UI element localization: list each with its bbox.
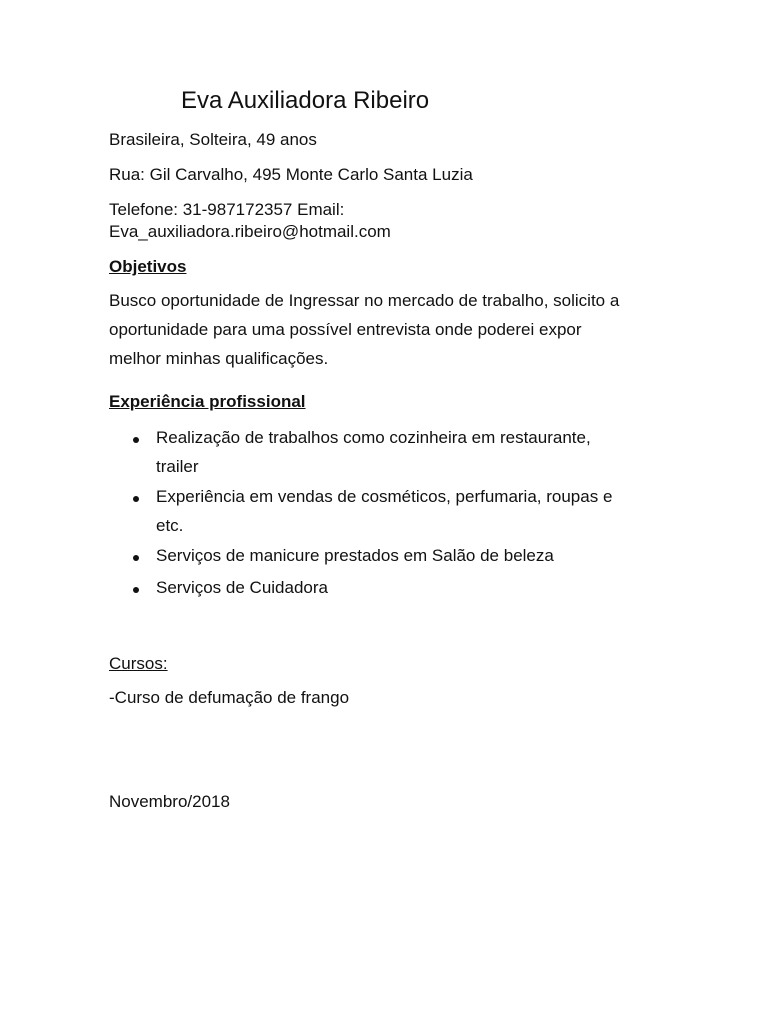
experience-item: Serviços de manicure prestados em Salão de beleza [156,546,554,565]
bullet-icon [133,496,139,502]
experience-item: Realização de trabalhos como cozinheira em restaurante, [156,428,591,447]
personal-info: Brasileira, Solteira, 49 anos [109,130,317,149]
objectives-line: oportunidade para uma possível entrevista onde poderei expor [109,320,582,339]
objectives-heading: Objetivos [109,257,187,276]
phone-line: Telefone: 31-987172357 Email: [109,200,345,219]
candidate-name: Eva Auxiliadora Ribeiro [181,87,430,114]
courses-heading: Cursos: [109,654,168,673]
objectives-line: melhor minhas qualificações. [109,349,329,368]
address: Rua: Gil Carvalho, 495 Monte Carlo Santa Luzia [109,165,473,184]
experience-heading: Experiência profissional [109,392,306,411]
experience-item-continuation: trailer [156,457,199,476]
experience-item: Serviços de Cuidadora [156,578,328,597]
course-item: -Curso de defumação de frango [109,688,350,707]
bullet-icon [133,587,139,593]
email: Eva_auxiliadora.ribeiro@hotmail.com [109,222,391,241]
bullet-icon [133,437,139,443]
experience-item: Experiência em vendas de cosméticos, perfumaria, roupas e [156,487,613,506]
bullet-icon [133,555,139,561]
document-date: Novembro/2018 [109,792,230,811]
objectives-line: Busco oportunidade de Ingressar no mercado de trabalho, solicito a [109,291,620,310]
experience-item-continuation: etc. [156,516,184,535]
